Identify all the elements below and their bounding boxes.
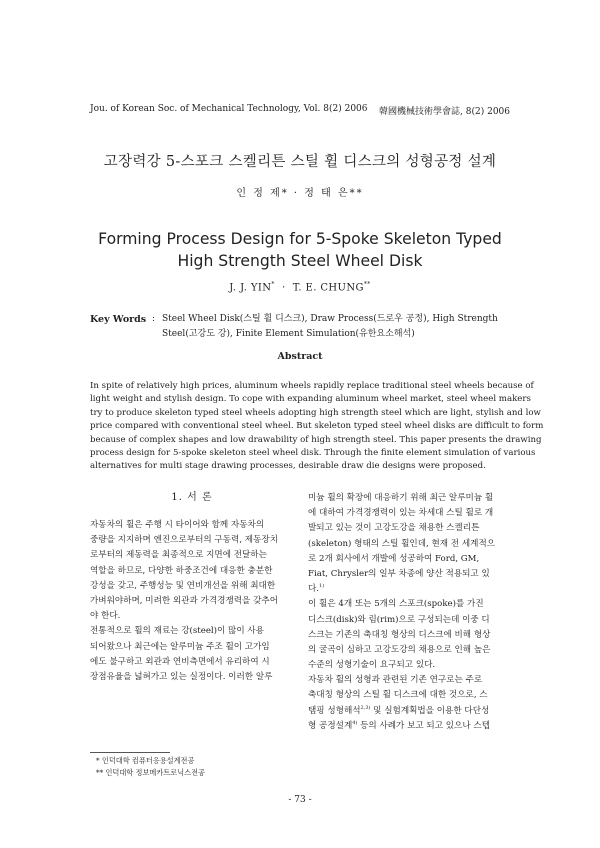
abstract-body [90, 380, 544, 474]
body-line [308, 719, 512, 734]
paper-title-english [40, 228, 560, 272]
abstract-line: alternatives for multi stage drawing processes, desirable draw die designs were proposed. [90, 461, 486, 472]
body-line: 미늄 휠의 확장에 대응하기 위해 최근 알루미늄 휠 [308, 493, 494, 503]
section-heading-introduction: 1. 서 론 [171, 492, 213, 503]
footnote-affiliation-2: ** 인덕대학 정보메카트로닉스전공 [96, 768, 205, 777]
keywords-colon: : [152, 314, 156, 324]
body-line-text: 탬핑 성형해석 [308, 705, 361, 716]
abstract-line: price compared with conventional steel wheel. But skeleton typed steel wheel disks are difficult to form [90, 421, 544, 432]
abstract-line: light weight and stylish design. To cope with expanding aluminum wheel market, steel wheel makers [90, 394, 531, 405]
body-line: 장점유율을 넓혀가고 있는 실정이다. 이러한 알루 [90, 671, 273, 682]
journal-citation-en: Jou. of Korean Soc. of Mechanical Technology, Vol. 8(2) 2006 [90, 104, 368, 114]
body-line: 에 대하여 가격경쟁력이 있는 차세대 스틸 휠로 개 [308, 508, 494, 519]
abstract-line: try to produce skeleton typed steel wheels adopting high strength steel which are light, stylish and low [90, 407, 541, 418]
author-1-mark: * [271, 281, 275, 288]
authors-korean: 인 정 제* · 정 태 은** [236, 188, 364, 199]
body-line: 강성을 갖고, 주행성능 및 연비개선을 위해 최대한 [90, 580, 276, 591]
footnote-affiliation-1: * 인덕대학 컴퓨터응용설계전공 [96, 756, 195, 765]
body-column-right [308, 491, 512, 734]
author-1: J. J. YIN [229, 282, 272, 294]
keywords-block [90, 312, 510, 342]
body-line: 자동차의 휠은 주행 시 타이어와 함께 자동차의 [90, 520, 265, 530]
body-line: 되어왔으나 최근에는 알루미늄 주조 휠이 고가임 [90, 641, 270, 652]
body-line: 수준의 성형기술이 요구되고 있다. [308, 660, 436, 671]
body-line: 발되고 있는 것이 고강도강을 채용한 스켈리튼 [308, 523, 480, 534]
footnote-divider [90, 752, 170, 753]
body-line: 로 2개 회사에서 개발에 성공하여 Ford, GM, [308, 553, 480, 564]
citation-ref: 2,3) [360, 704, 371, 711]
body-line: 전통적으로 휠의 재료는 강(steel)이 많이 사용 [90, 626, 264, 637]
keywords-line-1: Steel Wheel Disk(스틸 휠 디스크), Draw Process(드로우 공정), High Strength [162, 314, 498, 324]
author-separator: · [281, 282, 286, 294]
authors-english [60, 281, 540, 293]
journal-citation-kr: 韓國機械技術學會誌, 8(2) 2006 [379, 107, 510, 117]
body-line: 자동차 휠의 성형과 관련된 기존 연구로는 주로 [308, 675, 483, 686]
body-line: 스크는 기존의 축대칭 형상의 디스크에 비해 형상 [308, 629, 491, 640]
title-line-1: Forming Process Design for 5-Spoke Skeleton Typed [98, 230, 502, 248]
abstract-heading: Abstract [277, 351, 323, 362]
body-line-tail: 및 실험계획법을 이용한 다단성 [370, 705, 490, 716]
body-line: 에도 불구하고 외관과 연비측면에서 유리하여 시 [90, 656, 270, 667]
body-line: 이 휠은 4개 또는 5개의 스포크(spoke)를 가진 [308, 599, 484, 610]
footnotes [96, 755, 205, 779]
title-line-2: High Strength Steel Wheel Disk [177, 252, 423, 270]
body-line: 로부터의 제동력을 최종적으로 지면에 전달하는 [90, 550, 267, 561]
citation-ref: 4) [352, 719, 358, 726]
abstract-line: process design for 5-spoke skeleton steel wheel disk. Through the finite element simulation of various [90, 447, 536, 458]
body-line: 중량을 지지하며 엔진으로부터의 구동력, 제동장치 [90, 535, 278, 546]
body-line: 역할을 하므로, 다양한 하중조건에 대응한 충분한 [90, 565, 273, 576]
abstract-line: because of complex shapes and low drawability of high strength steel. This paper presents the drawing [90, 434, 542, 445]
author-2-mark: ** [363, 281, 371, 288]
running-header [90, 104, 510, 118]
body-line-tail: 등의 사례가 보고 되고 있으나 스텝 [357, 720, 491, 731]
body-line [308, 704, 512, 719]
keywords-text [162, 312, 510, 342]
abstract-line: In spite of relatively high prices, aluminum wheels rapidly replace traditional steel wheels because of [90, 381, 534, 391]
body-line [308, 582, 512, 597]
body-column-left [90, 488, 294, 685]
keywords-label: Key Words [90, 314, 147, 325]
body-line: 디스크(disk)와 림(rim)으로 구성되는데 이중 디 [308, 614, 490, 625]
body-line: 야 한다. [90, 611, 121, 622]
page-number: - 73 - [288, 795, 312, 805]
author-2: T. E. CHUNG [292, 282, 364, 294]
body-line: 의 굴곡이 심하고 고강도강의 채용으로 인해 높은 [308, 644, 491, 655]
citation-ref: 1) [319, 583, 325, 590]
keywords-line-2: Steel(고강도 강), Finite Element Simulation(유한요소해석) [162, 329, 415, 339]
body-line: 축대칭 형상의 스틸 휠 디스크에 대한 것으로, 스 [308, 690, 488, 701]
body-line: 가벼워야하며, 미려한 외관과 가격경쟁력을 갖추어 [90, 595, 278, 606]
paper-title-korean: 고장력강 5-스포크 스켈리튼 스틸 휠 디스크의 성형공정 설계 [103, 154, 497, 170]
body-line: (skeleton) 형태의 스틸 휠인데, 현재 전 세계적으 [308, 538, 496, 549]
body-line-text: 형 공정설계 [308, 720, 353, 731]
body-line-text: 다. [308, 584, 320, 595]
body-line: Fiat, Chrysler의 일부 차종에 양산 적용되고 있 [308, 568, 490, 579]
